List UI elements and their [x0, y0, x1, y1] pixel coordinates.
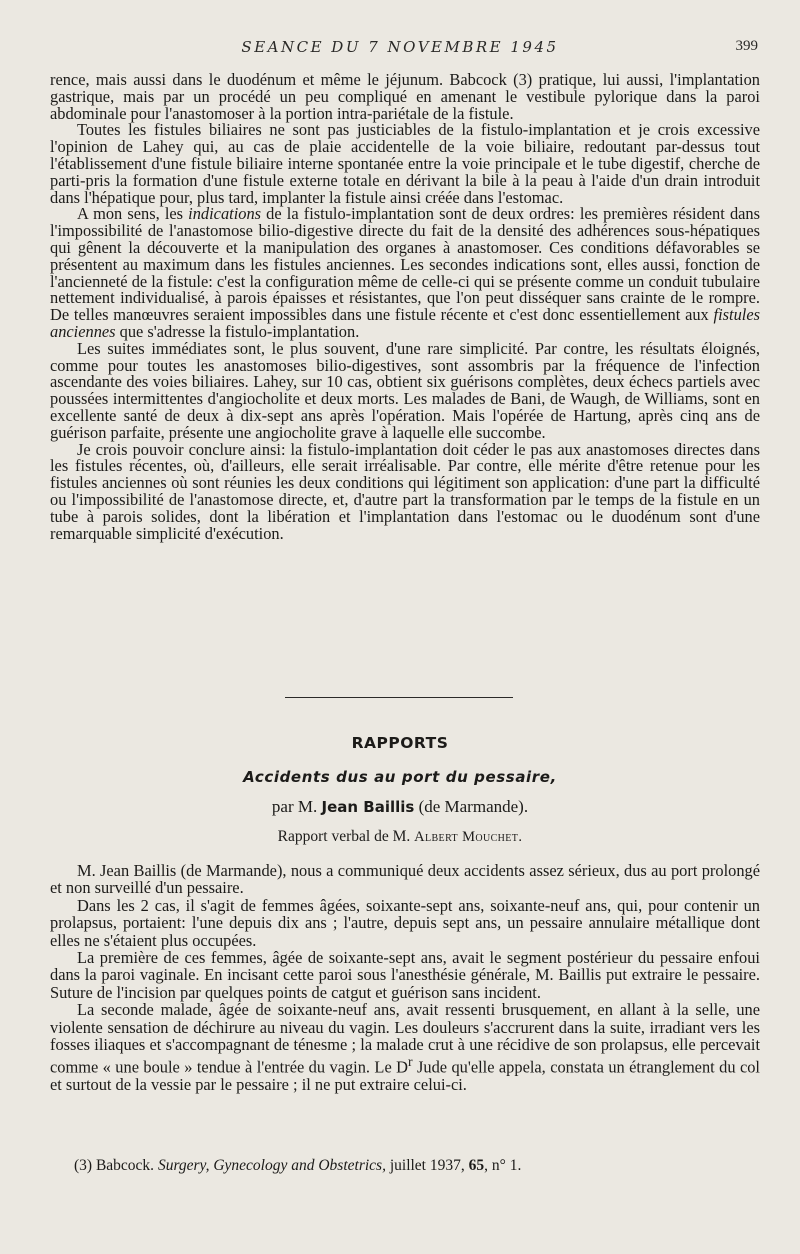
paragraph-5: Je crois pouvoir conclure ainsi: la fistulo-implantation doit céder le pas aux anastomoses directes dans les fistules récentes, où, d'ailleurs, elle serait irréalisable. Par contre, elle mérite d'être retenue pour les fistules anciennes où sont réunies les deux conditions qui légitiment son application: d'une part la difficulté ou l'impossibilité de l'anastomose directe, et, d'autre part la transformation par le temps de la fistule en un tube à parois solides, dont la libération et l'implantation dans l'estomac ou le duodénum sont d'une remarquable simplicité d'exécution.: [50, 439, 760, 543]
footnote-journal: Surgery, Gynecology and Obstetrics,: [157, 1157, 386, 1174]
footnote-issue: , n° 1.: [484, 1157, 522, 1174]
report-title: Accidents dus au port du pessaire,: [243, 768, 557, 786]
report-paragraph-4-text-a: La seconde malade, âgée de soixante-neuf ans, avait ressenti brusquement, en allant à la selle, une violente sensation de déchirure au niveau du vagin. Les douleurs s'accrurent dans la suite, irradiant vers les fosses iliaques et s'accompagnant de ténesme ; la malade crut à une récidive de son prolapsus, elle percevait comme « une boule » tendue à l'entrée du vagin. Le D: [50, 1000, 760, 1077]
author-name: Jean Baillis: [321, 798, 415, 816]
report-paragraph-1: M. Jean Baillis (de Marmande), nous a communiqué deux accidents assez sérieux, dus au port prolongé et non surveillé d'un pessaire.: [50, 861, 760, 898]
report-subtitle: [0, 828, 800, 846]
subtitle-prefix: Rapport verbal de M.: [277, 828, 415, 845]
rapporteur-name: Albert Mouchet.: [414, 829, 523, 845]
running-title: SEANCE DU 7 NOVEMBRE 1945: [241, 38, 559, 56]
report-paragraph-4-text-b: Jude qu'elle appela, constata un étranglement du col et surtout de la vessie par le pessaire ; il ne put extraire celui-ci.: [50, 1057, 760, 1095]
footnote-date: juillet 1937,: [385, 1157, 469, 1174]
paragraph-2: Toutes les fistules biliaires ne sont pas justiciables de la fistulo-implantation et je crois excessive l'opinion de Lahey qui, au cas de plaie accidentelle de la voie biliaire, redoutant par-dessus tout l'établissement d'une fistule biliaire interne spontanée entre la voie principale et le tube digestif, cherche de parti-pris la formation d'une fistule externe totale en dérivant la bile à la peau à l'aide d'un drain introduit dans l'hépatique pour, plus tard, implanter la fistule ainsi créée dans l'estomac.: [50, 120, 760, 207]
footnote: [74, 1157, 754, 1175]
footnote-volume: 65: [468, 1157, 485, 1174]
author-prefix: par M.: [271, 797, 322, 816]
section-title: RAPPORTS: [351, 734, 449, 752]
report-body: [50, 862, 760, 1094]
paragraph-3-text-b: de la fistulo-implantation sont de deux ordres: les premières résident dans l'impossibilité de l'anastomose bilio-digestive directe du fait de la densité des adhérences sous-hépatiques qui gênent la découverte et la manipulation des organes à anastomoser. Ces conditions défavorables se présentent au maximum dans les fistules anciennes. Les secondes indications sont, elles aussi, fonction de l'ancienneté de la fistule: c'est la configuration même de celle-ci qui se présente comme un conduit tubulaire nettement individualisé, à parois épaisses et résistantes, que l'on peut disséquer sans crainte de le rompre. De telles manœuvres seraient impossibles dans une fistule récente et c'est donc essentiellement aux: [50, 204, 760, 325]
emphasis-fistules-anciennes: fistules anciennes: [50, 305, 760, 341]
report-paragraph-4: [50, 1001, 760, 1094]
article-body: [50, 72, 760, 542]
footnote-prefix: (3) Babcock.: [74, 1157, 158, 1174]
report-author: [0, 797, 800, 817]
emphasis-indications: indications: [188, 204, 262, 224]
running-header: [0, 38, 800, 60]
paragraph-3: [50, 206, 760, 340]
paragraph-4: Les suites immédiates sont, le plus souvent, d'une rare simplicité. Par contre, les résultats éloignés, comme pour toutes les anastomoses bilio-digestives, sont assombris par la fréquence de l'infection ascendante des voies biliaires. Lahey, sur 10 cas, obtient six guérisons complètes, deux échecs partiels avec poussées intermittentes d'angiocholite et deux morts. Les malades de Bani, de Waugh, de Williams, sont en excellente santé de deux à dix-sept ans après l'opération. Mais l'opérée de Hartung, après cinq ans de guérison parfaite, présente une angiocholite grave à laquelle elle succombe.: [50, 338, 760, 442]
paragraph-1: rence, mais aussi dans le duodénum et même le jéjunum. Babcock (3) pratique, lui aussi, l'implantation gastrique, mais par un procédé un peu compliqué en amenant le vestibule pylorique dans la paroi abdominale pour l'anastomoser à la portion intra-pariétale de la fistule.: [50, 70, 760, 123]
paragraph-3-text-a: A mon sens, les: [77, 204, 189, 224]
page-number: 399: [735, 38, 758, 54]
author-suffix: (de Marmande).: [414, 797, 529, 816]
doctor-superscript: r: [408, 1054, 413, 1070]
paragraph-3-text-c: que s'adresse la fistulo-implantation.: [115, 321, 360, 341]
section-divider: [285, 697, 513, 698]
report-paragraph-3: La première de ces femmes, âgée de soixante-sept ans, avait le segment postérieur du pessaire enfoui dans la paroi vaginale. En incisant cette paroi sous l'anesthésie générale, M. Baillis put extraire le pessaire. Suture de l'incision par quelques points de catgut et guérison sans incident.: [50, 948, 760, 1002]
report-paragraph-2: Dans les 2 cas, il s'agit de femmes âgées, soixante-sept ans, soixante-neuf ans, qui, pour contenir un prolapsus, portaient: l'une depuis dix ans ; l'autre, depuis sept ans, un pessaire annulaire métallique dont elles ne s'étaient plus occupées.: [50, 895, 760, 950]
